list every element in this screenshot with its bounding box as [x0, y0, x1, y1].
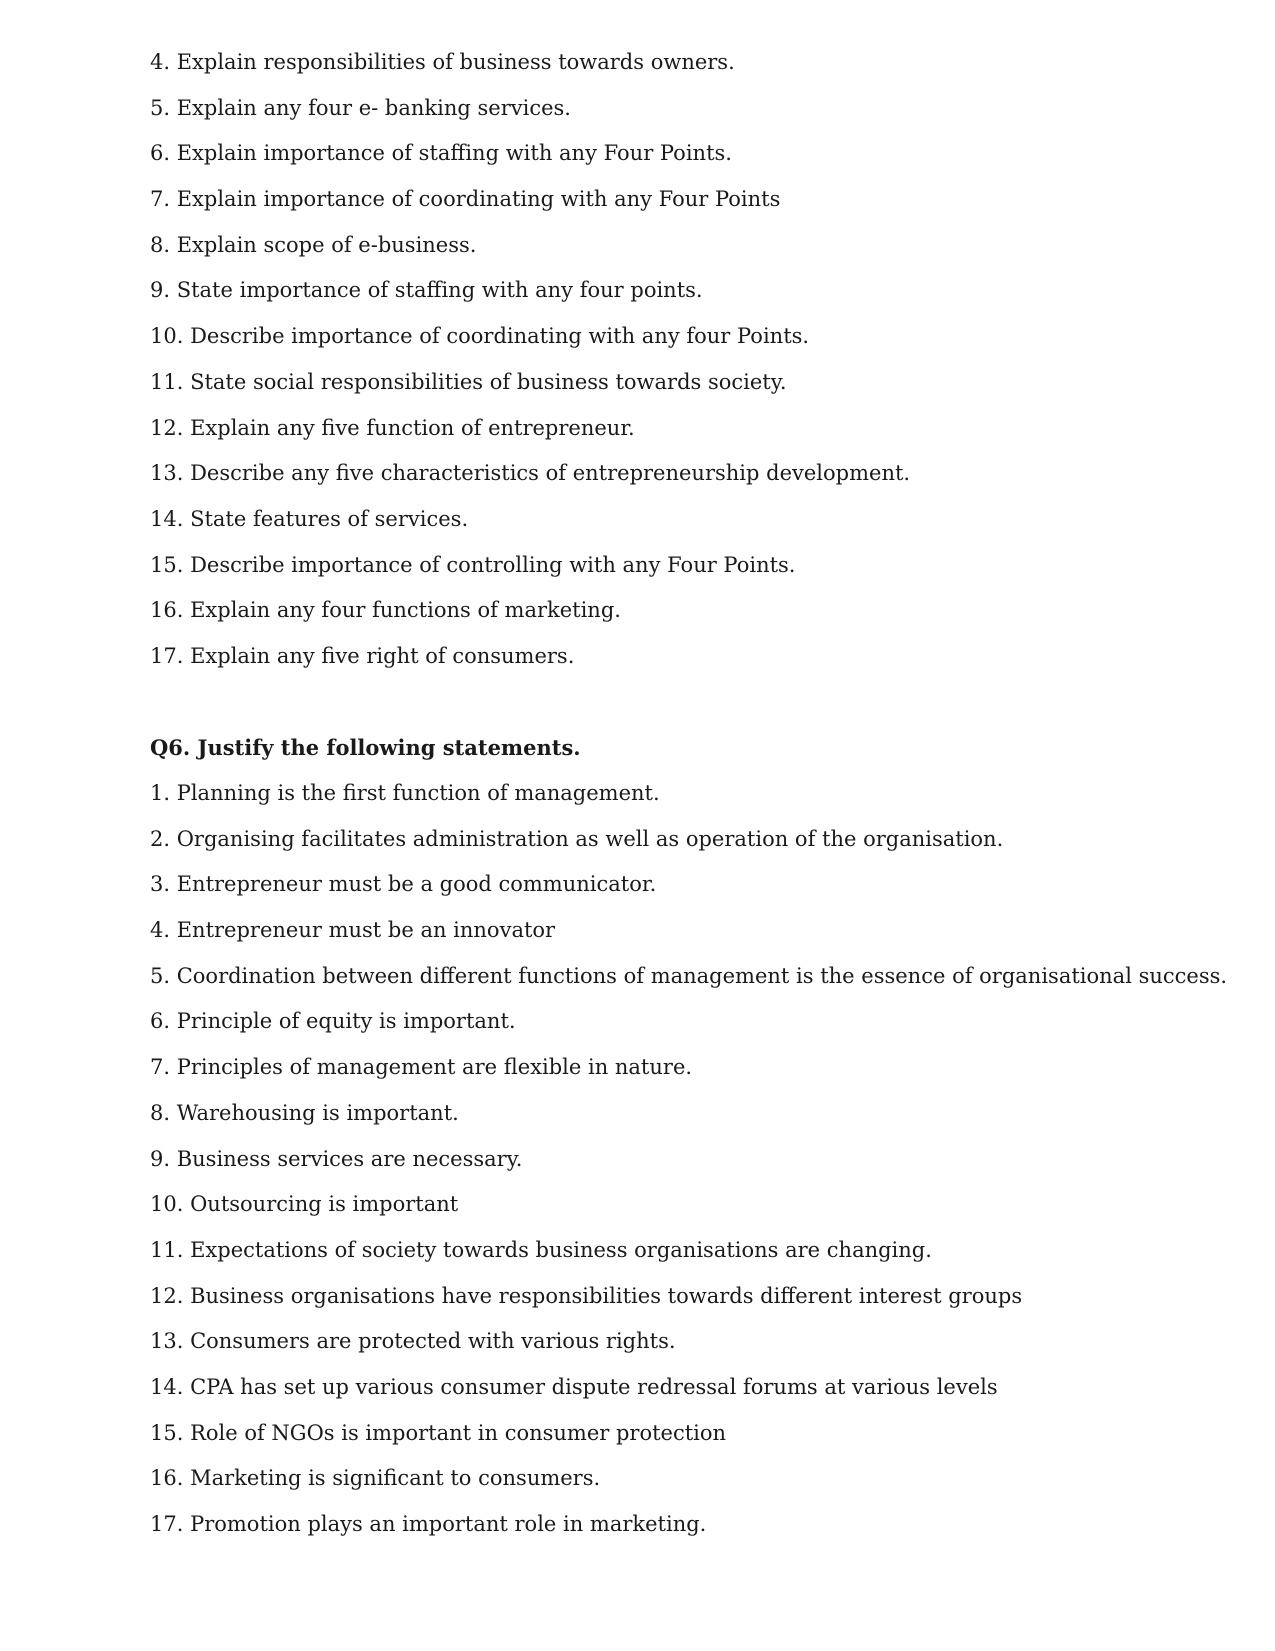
list-item: 14. CPA has set up various consumer dispute redressal forums at various levels — [150, 1374, 998, 1399]
list-item: 10. Outsourcing is important — [150, 1192, 459, 1217]
list-item: 4. Entrepreneur must be an innovator — [150, 918, 556, 943]
list-item: 13. Consumers are protected with various rights. — [150, 1329, 676, 1354]
list-item: 5. Explain any four e- banking services. — [150, 95, 571, 120]
list-item: 16. Marketing is significant to consumers. — [150, 1466, 601, 1491]
list-item: 16. Explain any four functions of marketing. — [150, 598, 621, 623]
list-item: 11. State social responsibilities of business towards society. — [150, 369, 787, 394]
list-item: 5. Coordination between different functions of management is the essence of organisational success. — [150, 963, 1228, 988]
list-item: 11. Expectations of society towards business organisations are changing. — [150, 1237, 932, 1262]
section-spacer — [150, 680, 1230, 726]
list-item: 3. Entrepreneur must be a good communicator. — [150, 872, 657, 897]
list-item: 12. Explain any five function of entrepreneur. — [150, 415, 635, 440]
list-item: 1. Planning is the first function of management. — [150, 781, 660, 805]
list-item: 17. Explain any five right of consumers. — [150, 643, 575, 668]
list-item: 6. Principle of equity is important. — [150, 1009, 516, 1034]
list-item: 9. Business services are necessary. — [150, 1146, 523, 1171]
list-item: 8. Warehousing is important. — [150, 1100, 459, 1125]
list-item: 2. Organising facilitates administration as well as operation of the organisation. — [150, 826, 1004, 851]
list-item: 15. Describe importance of controlling with any Four Points. — [150, 552, 796, 577]
list-item: 14. State features of services. — [150, 506, 469, 531]
list-item: 15. Role of NGOs is important in consumer protection — [150, 1420, 727, 1445]
list-item: 9. State importance of staffing with any four points. — [150, 278, 703, 303]
document-page — [150, 40, 1230, 1548]
list-item: 6. Explain importance of staffing with any Four Points. — [150, 141, 732, 166]
question-section-q6 — [150, 725, 1230, 1547]
list-item: 13. Describe any five characteristics of entrepreneurship development. — [150, 461, 911, 486]
list-item: 7. Principles of management are flexible in nature. — [150, 1055, 693, 1080]
list-item: 12. Business organisations have responsibilities towards different interest groups — [150, 1283, 1023, 1308]
list-item: 4. Explain responsibilities of business towards owners. — [150, 50, 735, 74]
question-list-continued — [150, 40, 1230, 680]
section-heading: Q6. Justify the following statements. — [150, 735, 581, 761]
list-item: 17. Promotion plays an important role in marketing. — [150, 1512, 707, 1536]
list-item: 10. Describe importance of coordinating with any four Points. — [150, 324, 810, 349]
list-item: 8. Explain scope of e-business. — [150, 232, 477, 257]
list-item: 7. Explain importance of coordinating with any Four Points — [150, 187, 781, 212]
